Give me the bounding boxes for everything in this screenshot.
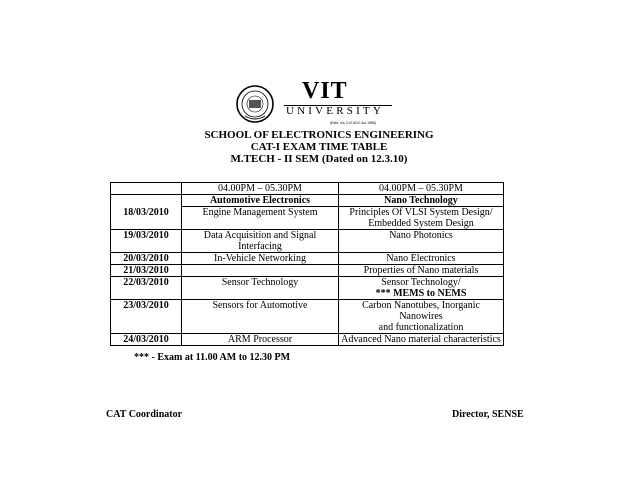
timetable <box>110 182 504 346</box>
subject-cell: Data Acquisition and Signal Interfacing <box>182 230 339 253</box>
subject-cell: Nano Electronics <box>339 253 504 265</box>
exam-time-note: *** - Exam at 11.00 AM to 12.30 PM <box>134 352 291 363</box>
date-cell: 23/03/2010 <box>111 300 182 334</box>
subject-cell <box>339 277 504 300</box>
university-seal-icon <box>236 84 274 124</box>
exam-title: CAT-I EXAM TIME TABLE <box>250 141 388 153</box>
subject-line: Carbon Nanotubes, Inorganic Nanowires <box>362 300 480 322</box>
program-title: M.TECH - II SEM (Dated on 12.3.10) <box>230 153 408 165</box>
table-row <box>111 195 504 207</box>
subject-line: Principles Of VLSI System Design/ <box>349 207 493 218</box>
subject-cell: Properties of Nano materials <box>339 265 504 277</box>
table-row <box>111 300 504 334</box>
subject-cell: Engine Management System <box>182 207 339 230</box>
logo-tagline: (Estd. u/s 3 of UGC Act 1956) <box>330 121 377 125</box>
subject-cell <box>339 207 504 230</box>
subject-cell <box>182 265 339 277</box>
table-row <box>111 277 504 300</box>
date-cell: 21/03/2010 <box>111 265 182 277</box>
table-header-time-row <box>111 183 504 195</box>
table-row <box>111 334 504 346</box>
stream-2-label: Nano Technology <box>339 195 504 207</box>
date-cell: 22/03/2010 <box>111 277 182 300</box>
subject-cell: Sensors for Automotive <box>182 300 339 334</box>
table-row <box>111 253 504 265</box>
university-logo <box>236 78 396 126</box>
time-slot-2: 04.00PM – 05.30PM <box>339 183 504 195</box>
subject-cell: ARM Processor <box>182 334 339 346</box>
subject-line: Embedded System Design <box>368 218 474 229</box>
header-empty-cell <box>111 183 182 195</box>
subject-line: *** MEMS to NEMS <box>375 288 467 299</box>
subject-cell <box>339 300 504 334</box>
table-row <box>111 230 504 253</box>
school-title: SCHOOL OF ELECTRONICS ENGINEERING <box>204 129 434 141</box>
logo-university-text: UNIVERSITY <box>286 105 384 117</box>
subject-cell: Nano Photonics <box>339 230 504 253</box>
stream-1-label: Automotive Electronics <box>182 195 339 207</box>
subject-line: Sensor Technology/ <box>381 277 461 288</box>
subject-cell: Advanced Nano material characteristics <box>339 334 504 346</box>
date-cell: 24/03/2010 <box>111 334 182 346</box>
date-cell: 18/03/2010 <box>111 195 182 230</box>
time-slot-1: 04.00PM – 05.30PM <box>182 183 339 195</box>
logo-vit-text: VIT <box>302 78 348 104</box>
signature-cat-coordinator: CAT Coordinator <box>106 409 183 420</box>
subject-cell: In-Vehicle Networking <box>182 253 339 265</box>
subject-cell: Sensor Technology <box>182 277 339 300</box>
subject-line: and functionalization <box>378 322 464 333</box>
date-cell: 20/03/2010 <box>111 253 182 265</box>
signature-director: Director, SENSE <box>452 409 524 420</box>
table-row <box>111 265 504 277</box>
date-cell: 19/03/2010 <box>111 230 182 253</box>
